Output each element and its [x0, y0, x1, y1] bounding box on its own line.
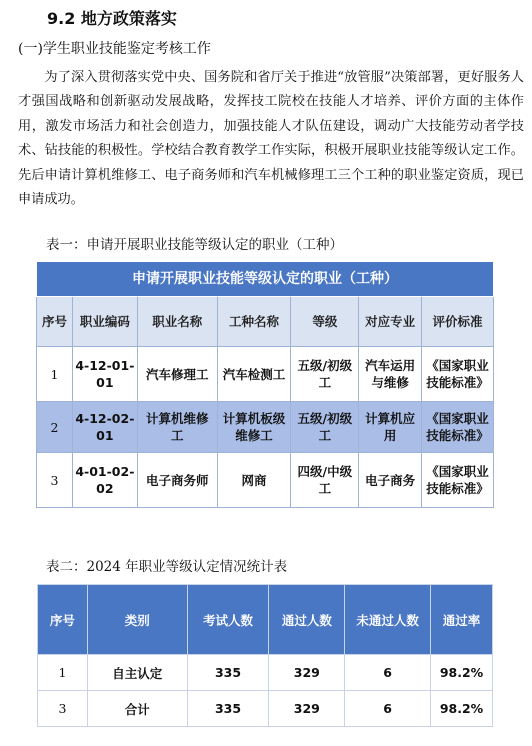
table2-header-failed: 未通过人数	[345, 585, 431, 655]
table-cell: 4-01-02-02	[72, 453, 137, 508]
table-cell: 329	[269, 691, 345, 727]
table1-header-trade: 工种名称	[217, 297, 291, 347]
table1-header-major: 对应专业	[359, 297, 422, 347]
table-cell: 3	[37, 453, 73, 508]
table1-title: 申请开展职业技能等级认定的职业（工种）	[37, 262, 494, 297]
table-cell: 《国家职业技能标准》	[422, 402, 494, 453]
table-cell: 电子商务	[359, 453, 422, 508]
table2-header-category: 类别	[87, 585, 187, 655]
table2-header-passed: 通过人数	[269, 585, 345, 655]
table-cell: 98.2%	[431, 691, 493, 727]
table-row	[38, 655, 493, 691]
table-row	[38, 691, 493, 727]
table-cell: 335	[187, 655, 269, 691]
table-cell: 335	[187, 691, 269, 727]
table-cell: 计算机应用	[359, 402, 422, 453]
table-cell: 合计	[87, 691, 187, 727]
table-cell: 四级/中级工	[291, 453, 359, 508]
table-cell: 《国家职业技能标准》	[422, 453, 494, 508]
table-cell: 1	[38, 655, 88, 691]
table-cell: 4-12-02-01	[72, 402, 137, 453]
table-cell: 汽车运用与维修	[359, 347, 422, 402]
table1-header-level: 等级	[291, 297, 359, 347]
table1-header-standard: 评价标准	[422, 297, 494, 347]
table-cell: 6	[345, 655, 431, 691]
certification-occupations-table	[36, 261, 494, 508]
table-cell: 3	[38, 691, 88, 727]
table-cell: 6	[345, 691, 431, 727]
certification-stats-table	[37, 584, 493, 727]
table-cell: 网商	[217, 453, 291, 508]
table-cell: 电子商务师	[137, 453, 217, 508]
table1-header-code: 职业编码	[72, 297, 137, 347]
table-cell: 自主认定	[87, 655, 187, 691]
table-cell: 4-12-01-01	[72, 347, 137, 402]
table-cell: 《国家职业技能标准》	[422, 347, 494, 402]
table-cell: 329	[269, 655, 345, 691]
table1-header-index: 序号	[37, 297, 73, 347]
table2-header-examinees: 考试人数	[187, 585, 269, 655]
table-cell: 汽车检测工	[217, 347, 291, 402]
table-row	[37, 347, 494, 402]
table-cell: 五级/初级工	[291, 347, 359, 402]
table-cell: 计算机板级维修工	[217, 402, 291, 453]
table-row	[37, 453, 494, 508]
table2-header-pass-rate: 通过率	[431, 585, 493, 655]
table-cell: 1	[37, 347, 73, 402]
table-cell: 98.2%	[431, 655, 493, 691]
table-cell: 计算机维修工	[137, 402, 217, 453]
section-heading: 9.2 地方政策落实	[47, 9, 177, 28]
table1-caption: 表一：申请开展职业技能等级认定的职业（工种）	[46, 237, 343, 253]
table-row	[37, 402, 494, 453]
table-cell: 五级/初级工	[291, 402, 359, 453]
body-paragraph: 为了深入贯彻落实党中央、国务院和省厅关于推进“放管服”决策部署，更好服务人才强国战略和创新驱动发展战略，发挥技工院校在技能人才培养、评价方面的主体作用，激发市场活力和社会创造力，加强技能人才队伍建设，调动广大技能劳动者学技术、钻技能的积极性。学校结合教育教学工作实际，积极开展职业技能等级认定工作。先后申请计算机维修工、电子商务师和汽车机械修理工三个工种的职业鉴定资质，现已申请成功。	[18, 70, 524, 208]
table1-header-occupation: 职业名称	[137, 297, 217, 347]
table-cell: 汽车修理工	[137, 347, 217, 402]
table2-caption: 表二：2024 年职业等级认定情况统计表	[46, 559, 288, 575]
table-cell: 2	[37, 402, 73, 453]
subsection-heading: (一)学生职业技能鉴定考核工作	[18, 41, 211, 57]
table2-header-index: 序号	[38, 585, 88, 655]
